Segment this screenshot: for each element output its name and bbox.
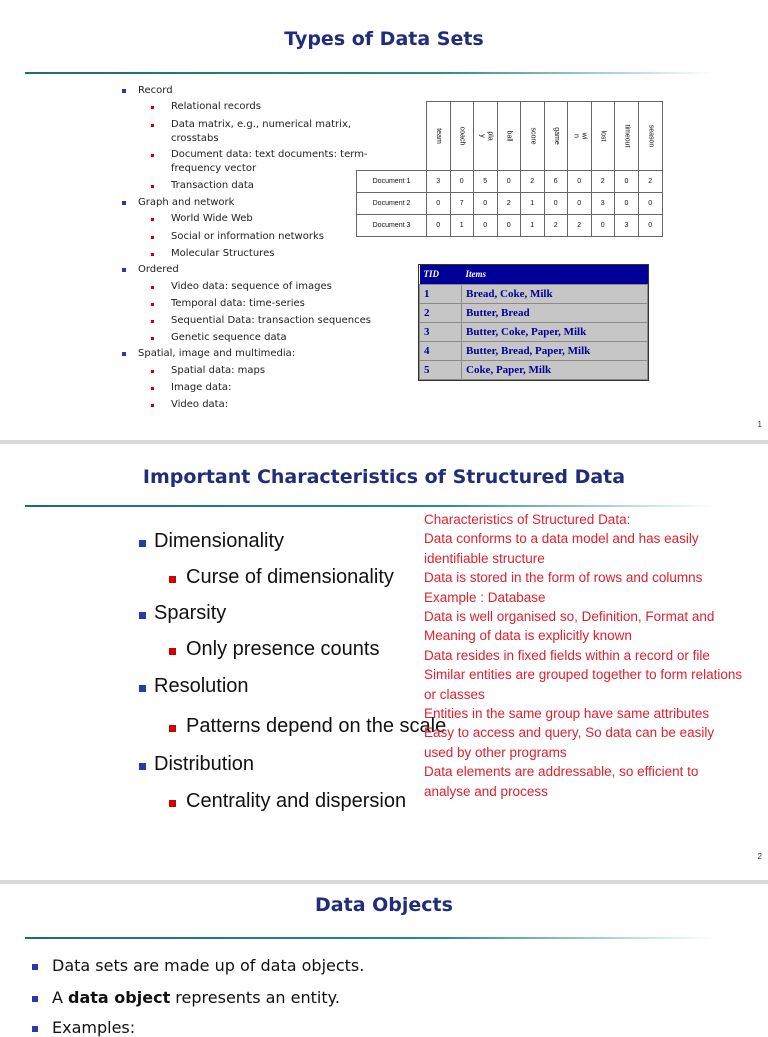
outline-item: Video data: [171,398,228,411]
table-row: 5 Coke, Paper, Milk [420,360,648,379]
sub-bullet: Curse of dimensionality [186,566,394,589]
bullet-icon [151,185,154,188]
slide-title: Data Objects [315,894,453,916]
list-item: Examples: [52,1018,135,1037]
slide-title: Types of Data Sets [284,28,484,50]
matrix-column-header: coach [450,102,474,171]
bullet-icon [139,763,146,770]
matrix-column-header: game [544,102,568,171]
structured-data-note: Characteristics of Structured Data: Data conforms to a data model and has easily identifiable structure Data is stored in the form of rows and columns Example : Database Data is well organised so, Definition, Format and Meaning of data is explicitly known Data resides in fixed fields within a record or file Similar entities are grouped together to form relations or classes Entities in the same group have same attributes Easy to access and query, So data can be easily used by other programs Data elements are addressable, so efficient to analyse and process [424,512,743,799]
outline-graph: Graph and network [138,196,234,209]
outline-item: Image data: [171,381,231,394]
table-row: 4 Butter, Bread, Paper, Milk [420,341,648,360]
document-term-matrix [356,101,663,237]
bullet-dimensionality: Dimensionality [154,530,284,553]
table-row: 2 Butter, Bread [420,303,648,322]
title-rule [25,505,715,507]
bullet-icon [122,268,126,272]
bullet-icon [139,540,146,547]
outline-item-cont: crosstabs [171,133,219,144]
bullet-icon [122,89,126,93]
outline-item: Sequential Data: transaction sequences [171,314,371,327]
table-row: 3 Butter, Coke, Paper, Milk [420,322,648,341]
outline-item: Spatial data: maps [171,364,265,377]
matrix-column-header: lost [591,102,615,171]
bullet-icon [151,303,154,306]
transaction-table [418,264,649,381]
outline-item: Video data: sequence of images [171,280,332,293]
outline-item: Data matrix, e.g., numerical matrix, [171,118,351,131]
list-item: Data sets are made up of data objects. [52,956,364,975]
matrix-column-header: score [521,102,545,171]
bullet-icon [139,685,146,692]
matrix-row: Document 1 3 0 5 0 2 6 0 2 0 2 [357,171,663,193]
outline-item: Transaction data [171,179,254,192]
matrix-column-header: pla y [474,102,498,171]
outline-item: Temporal data: time-series [171,297,305,310]
outline-item: Molecular Structures [171,247,274,260]
bullet-icon [151,387,154,390]
outline-spatial: Spatial, image and multimedia: [138,347,295,360]
matrix-row: Document 3 0 1 0 0 1 2 2 0 3 0 [357,215,663,237]
bullet-icon [169,725,176,732]
bullet-resolution: Resolution [154,675,249,698]
matrix-row: Document 2 0 7 0 2 1 0 0 3 0 0 [357,193,663,215]
bullet-icon [151,218,154,221]
title-rule [25,72,715,74]
page-number: 2 [757,852,762,861]
bullet-icon [169,800,176,807]
bullet-icon [122,201,126,205]
outline-item: World Wide Web [171,212,253,225]
bullet-icon [151,124,154,127]
bullet-icon [151,337,154,340]
matrix-column-header: timeout [615,102,639,171]
bullet-icon [151,236,154,239]
bullet-icon [32,964,38,970]
bullet-icon [139,612,146,619]
matrix-column-header: season [638,102,662,171]
bullet-icon [32,996,38,1002]
matrix-column-header: team [427,102,451,171]
matrix-column-header: wi n [568,102,592,171]
slide-1 [0,0,768,440]
bullet-icon [151,370,154,373]
matrix-column-header: ball [497,102,521,171]
bullet-icon [169,576,176,583]
title-rule [25,937,715,939]
bullet-icon [151,320,154,323]
txn-header-items: Items [462,265,648,284]
outline-item-cont: frequency vector [171,163,257,174]
sub-bullet: Centrality and dispersion [186,790,406,813]
list-item: A data object represents an entity. [52,988,340,1007]
sub-bullet: Patterns depend on the scale [186,715,446,738]
outline-item: Document data: text documents: term- [171,148,368,161]
outline-item: Relational records [171,100,261,113]
outline-record: Record [138,84,173,97]
bullet-icon [151,253,154,256]
matrix-corner [357,102,427,171]
bullet-icon [122,352,126,356]
bullet-icon [151,154,154,157]
bullet-icon [151,286,154,289]
slide-title: Important Characteristics of Structured Data [142,466,626,488]
bullet-icon [32,1026,38,1032]
page-number: 1 [757,420,762,429]
outline-ordered: Ordered [138,263,179,276]
bullet-icon [151,106,154,109]
slide-2 [0,444,768,880]
slide-3 [0,884,768,1037]
sub-bullet: Only presence counts [186,638,379,661]
bullet-distribution: Distribution [154,753,254,776]
bullet-icon [169,648,176,655]
outline-item: Social or information networks [171,230,324,243]
table-row: 1 Bread, Coke, Milk [420,284,648,303]
bullet-icon [151,404,154,407]
outline-item: Genetic sequence data [171,331,287,344]
txn-header-tid: TID [420,265,462,284]
bullet-sparsity: Sparsity [154,602,226,625]
